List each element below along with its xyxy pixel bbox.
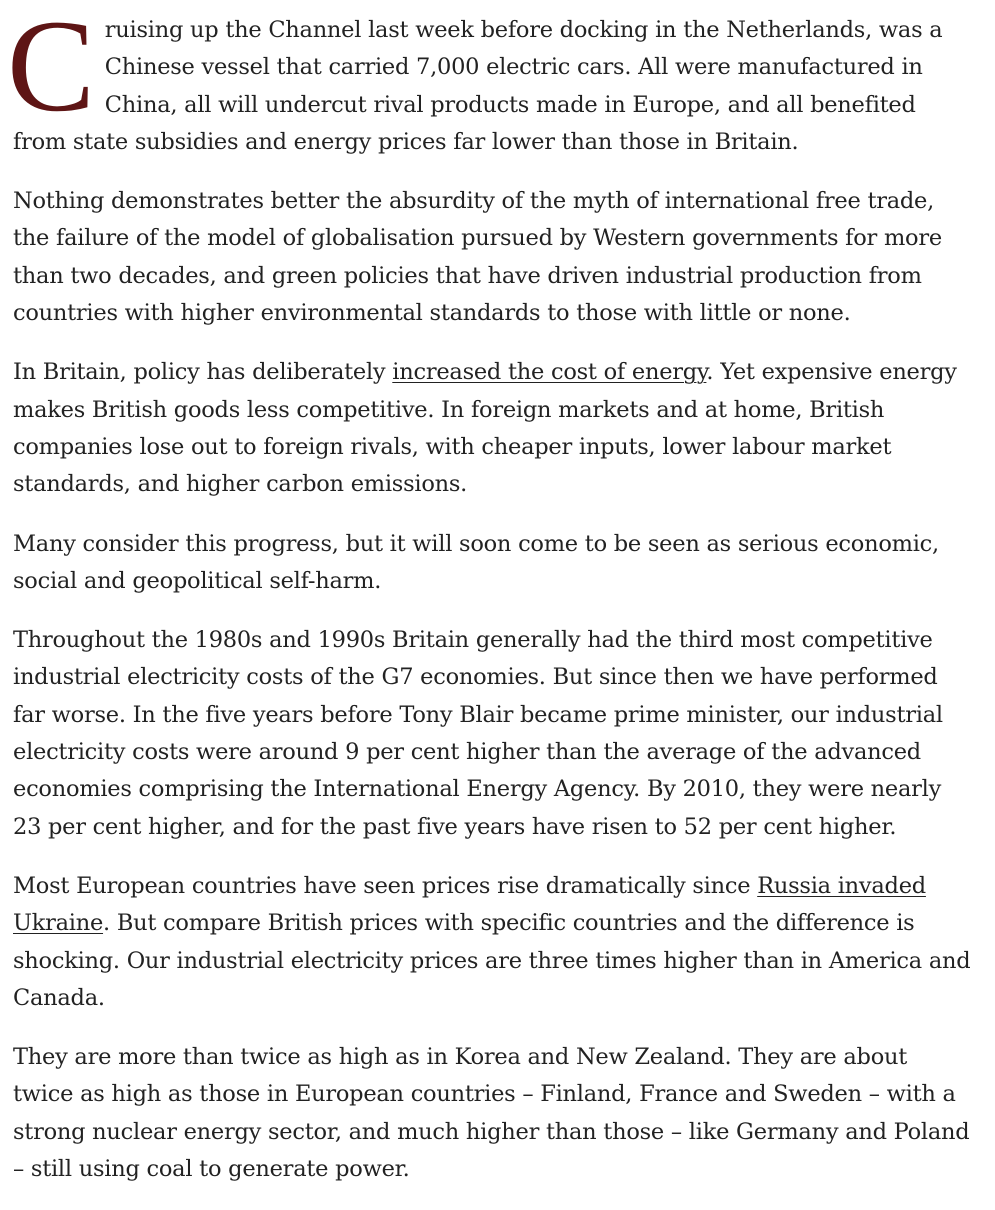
paragraph-6-text-after: . But compare British prices with specific countries and the difference is shocking. Our industrial electricity prices are three times higher than in America and Canada. <box>13 910 971 1011</box>
paragraph-1-text: ruising up the Channel last week before docking in the Netherlands, was a Chinese vessel that carried 7,000 electric cars. All were manufactured in China, all will undercut rival products made in Europe, and all benefited from state subsidies and energy prices far lower than those in Britain. <box>13 17 943 155</box>
paragraph-2 <box>13 183 973 332</box>
paragraph-3-text-before: In Britain, policy has deliberately <box>13 359 393 386</box>
russia-invaded-ukraine-link[interactable]: Russia invaded Ukraine <box>13 872 926 937</box>
paragraph-3-text-after: . Yet expensive energy makes British goods less competitive. In foreign markets and at home, British companies lose out to foreign rivals, with cheaper inputs, lower labour market standards, and higher carbon emissions. <box>13 359 957 498</box>
paragraph-5 <box>13 622 973 846</box>
paragraph-6 <box>13 868 973 1017</box>
paragraph-4-text: Many consider this progress, but it will soon come to be seen as serious economic, social and geopolitical self-harm. <box>13 530 939 594</box>
paragraph-7 <box>13 1039 973 1188</box>
paragraph-2-text: Nothing demonstrates better the absurdity of the myth of international free trade, the failure of the model of globalisation pursued by Western governments for more than two decades, and green policies that have driven industrial production from countries with higher environmental standards to those with little or none. <box>13 188 942 327</box>
paragraph-4 <box>13 526 973 601</box>
paragraph-5-text: Throughout the 1980s and 1990s Britain generally had the third most competitive industrial electricity costs of the G7 economies. But since then we have performed far worse. In the five years before Tony Blair became prime minister, our industrial electricity costs were around 9 per cent higher than the average of the advanced economies comprising the International Energy Agency. By 2010, they were nearly 23 per cent higher, and for the past five years have risen to 52 per cent higher. <box>13 627 943 840</box>
paragraph-1 <box>7 0 973 161</box>
paragraph-6-text-before: Most European countries have seen prices rise dramatically since <box>13 872 758 899</box>
paragraph-3 <box>13 354 973 503</box>
energy-cost-link[interactable]: increased the cost of energy <box>392 359 707 386</box>
article-body <box>7 0 973 1210</box>
paragraph-7-text: They are more than twice as high as in Korea and New Zealand. They are about twice as high as those in European countries – Finland, France and Sweden – with a strong nuclear energy sector, and much higher than those – like Germany and Poland – still using coal to generate power. <box>13 1044 970 1183</box>
drop-cap: C <box>7 0 95 139</box>
